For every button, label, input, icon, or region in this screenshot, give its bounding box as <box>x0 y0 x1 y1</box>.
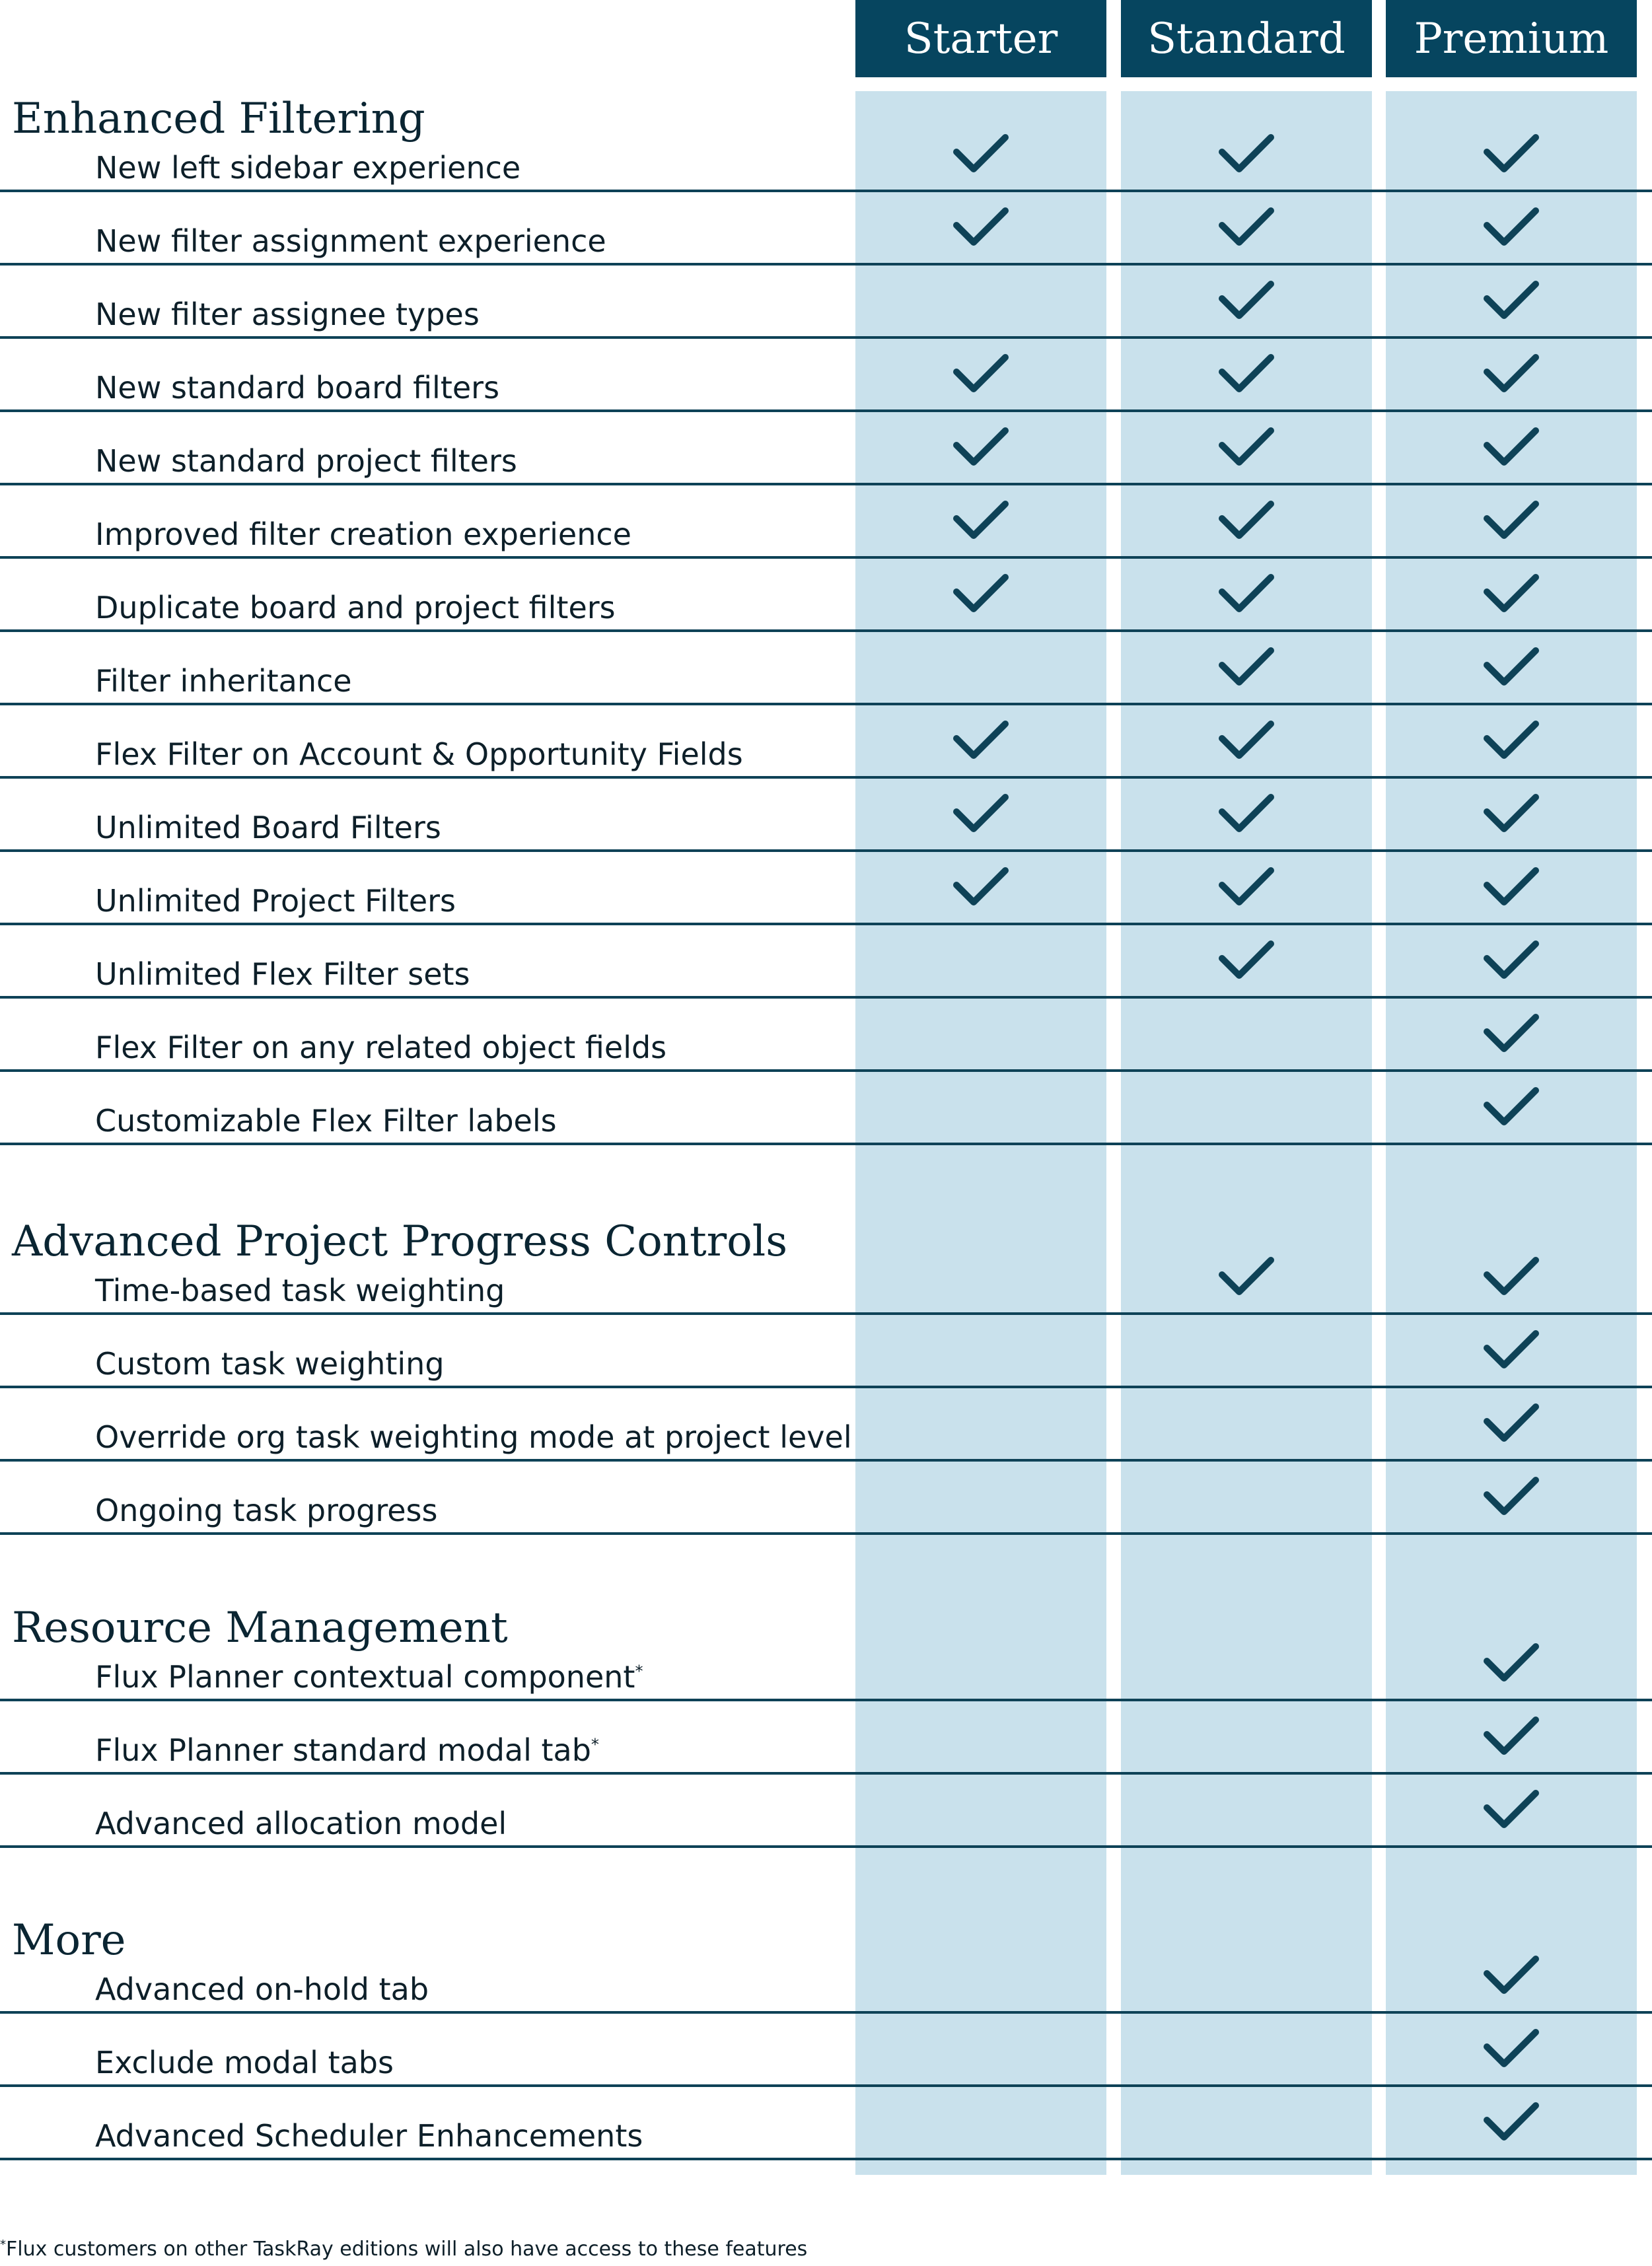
premium-checkmark-icon <box>1482 1085 1541 1130</box>
table-row <box>0 925 1652 999</box>
feature-label-text: Flex Filter on Account & Opportunity Fields <box>95 736 743 773</box>
footnote-reference: * <box>591 1735 599 1754</box>
feature-label <box>95 810 441 845</box>
feature-label-text: New standard board filters <box>95 370 500 406</box>
feature-label-text: New filter assignment experience <box>95 223 606 260</box>
feature-label <box>95 224 606 259</box>
table-row <box>0 412 1652 485</box>
feature-label-text: Unlimited Board Filters <box>95 810 441 846</box>
premium-checkmark-icon <box>1482 1788 1541 1833</box>
standard-checkmark-icon <box>1217 645 1276 690</box>
table-row <box>0 559 1652 632</box>
premium-checkmark-icon <box>1482 279 1541 324</box>
table-row <box>0 1701 1652 1775</box>
standard-checkmark-icon <box>1217 865 1276 910</box>
feature-label-text: Unlimited Flex Filter sets <box>95 956 470 993</box>
premium-checkmark-icon <box>1482 205 1541 250</box>
premium-checkmark-icon <box>1482 352 1541 397</box>
section-title: Enhanced Filtering <box>12 94 425 143</box>
premium-checkmark-icon <box>1482 1715 1541 1759</box>
table-row <box>0 852 1652 925</box>
feature-label-text: New filter assignee types <box>95 297 480 333</box>
starter-checkmark-icon <box>951 865 1011 910</box>
table-row <box>0 2087 1652 2160</box>
table-row <box>0 999 1652 1072</box>
table-row <box>0 1072 1652 1145</box>
table-row <box>0 632 1652 705</box>
feature-label <box>95 371 499 406</box>
feature-label <box>95 151 521 186</box>
standard-checkmark-icon <box>1217 132 1276 177</box>
premium-checkmark-icon <box>1482 719 1541 763</box>
footnote-reference: * <box>635 1662 643 1681</box>
feature-label-text: Override org task weighting mode at project level <box>95 1419 852 1456</box>
table-row <box>0 192 1652 266</box>
feature-label-text: Customizable Flex Filter labels <box>95 1103 557 1139</box>
starter-checkmark-icon <box>951 792 1011 837</box>
row-divider <box>0 1532 1652 1535</box>
feature-label-text: Unlimited Project Filters <box>95 883 456 919</box>
standard-checkmark-icon <box>1217 205 1276 250</box>
feature-label <box>95 2119 643 2154</box>
section-title: Resource Management <box>12 1604 508 1652</box>
row-divider <box>0 2158 1652 2160</box>
premium-checkmark-icon <box>1482 425 1541 470</box>
feature-label <box>95 297 480 332</box>
feature-label <box>95 2045 394 2080</box>
feature-label <box>95 957 470 992</box>
feature-label <box>95 884 456 919</box>
premium-checkmark-icon <box>1482 132 1541 177</box>
feature-label-text: Advanced Scheduler Enhancements <box>95 2118 643 2154</box>
standard-checkmark-icon <box>1217 572 1276 617</box>
feature-label <box>95 1030 666 1065</box>
standard-checkmark-icon <box>1217 279 1276 324</box>
feature-label-text: Time-based task weighting <box>95 1273 505 1309</box>
premium-checkmark-icon <box>1482 2100 1541 2145</box>
feature-label-text: Custom task weighting <box>95 1346 445 1382</box>
column-header-standard: Standard <box>1121 0 1372 77</box>
table-row <box>0 1628 1652 1701</box>
feature-label-text: Exclude modal tabs <box>95 2045 394 2081</box>
premium-checkmark-icon <box>1482 645 1541 690</box>
feature-label <box>95 590 616 625</box>
row-divider <box>0 1845 1652 1848</box>
feature-label <box>95 664 352 699</box>
standard-checkmark-icon <box>1217 352 1276 397</box>
footnote <box>0 2238 807 2261</box>
standard-checkmark-icon <box>1217 499 1276 544</box>
feature-label-text: Flex Filter on any related object fields <box>95 1030 667 1066</box>
feature-label <box>95 1972 429 2007</box>
table-row <box>0 1315 1652 1388</box>
starter-checkmark-icon <box>951 132 1011 177</box>
table-row <box>0 2014 1652 2087</box>
feature-label-text: New left sidebar experience <box>95 150 521 186</box>
table-row <box>0 1462 1652 1535</box>
standard-checkmark-icon <box>1217 792 1276 837</box>
premium-checkmark-icon <box>1482 1401 1541 1446</box>
footnote-marker: * <box>0 2238 6 2251</box>
feature-label <box>95 1104 557 1139</box>
feature-label <box>95 1420 852 1455</box>
footnote-text: Flux customers on other TaskRay editions will also have access to these features <box>6 2238 808 2261</box>
feature-label-text: Ongoing task progress <box>95 1493 438 1529</box>
section-title: Advanced Project Progress Controls <box>12 1217 788 1266</box>
standard-checkmark-icon <box>1217 719 1276 763</box>
premium-checkmark-icon <box>1482 938 1541 983</box>
premium-checkmark-icon <box>1482 865 1541 910</box>
table-row <box>0 1775 1652 1848</box>
table-row <box>0 485 1652 559</box>
standard-checkmark-icon <box>1217 425 1276 470</box>
feature-label <box>95 444 517 479</box>
feature-label-text: New standard project filters <box>95 443 517 479</box>
feature-label-text: Flux Planner standard modal tab <box>95 1732 591 1769</box>
table-row <box>0 119 1652 192</box>
premium-checkmark-icon <box>1482 1255 1541 1300</box>
column-header-starter: Starter <box>855 0 1106 77</box>
feature-label <box>95 1347 445 1382</box>
feature-label <box>95 1660 643 1695</box>
premium-checkmark-icon <box>1482 2027 1541 2072</box>
premium-checkmark-icon <box>1482 1954 1541 1999</box>
starter-checkmark-icon <box>951 425 1011 470</box>
premium-checkmark-icon <box>1482 792 1541 837</box>
starter-checkmark-icon <box>951 572 1011 617</box>
table-row <box>0 1388 1652 1462</box>
premium-checkmark-icon <box>1482 1012 1541 1057</box>
feature-label <box>95 1493 438 1528</box>
starter-checkmark-icon <box>951 352 1011 397</box>
row-divider <box>0 1143 1652 1145</box>
feature-label-text: Filter inheritance <box>95 663 352 699</box>
table-row <box>0 779 1652 852</box>
column-header-premium: Premium <box>1386 0 1637 77</box>
table-row <box>0 339 1652 412</box>
standard-checkmark-icon <box>1217 1255 1276 1300</box>
feature-label <box>95 1273 505 1308</box>
feature-label <box>95 1806 507 1841</box>
feature-label <box>95 1733 599 1768</box>
premium-checkmark-icon <box>1482 1328 1541 1373</box>
feature-label-text: Flux Planner contextual component <box>95 1659 635 1695</box>
table-row <box>0 1242 1652 1315</box>
feature-label <box>95 517 631 552</box>
starter-checkmark-icon <box>951 719 1011 763</box>
starter-checkmark-icon <box>951 205 1011 250</box>
table-row <box>0 266 1652 339</box>
feature-label-text: Advanced allocation model <box>95 1806 507 1842</box>
section-title: More <box>12 1916 126 1965</box>
table-row <box>0 1940 1652 2014</box>
feature-label-text: Advanced on-hold tab <box>95 1971 429 2008</box>
standard-checkmark-icon <box>1217 938 1276 983</box>
premium-checkmark-icon <box>1482 1641 1541 1686</box>
feature-label-text: Duplicate board and project filters <box>95 590 616 626</box>
premium-checkmark-icon <box>1482 1475 1541 1520</box>
premium-checkmark-icon <box>1482 499 1541 544</box>
feature-label <box>95 737 743 772</box>
premium-checkmark-icon <box>1482 572 1541 617</box>
table-row <box>0 705 1652 779</box>
feature-label-text: Improved filter creation experience <box>95 516 631 553</box>
starter-checkmark-icon <box>951 499 1011 544</box>
